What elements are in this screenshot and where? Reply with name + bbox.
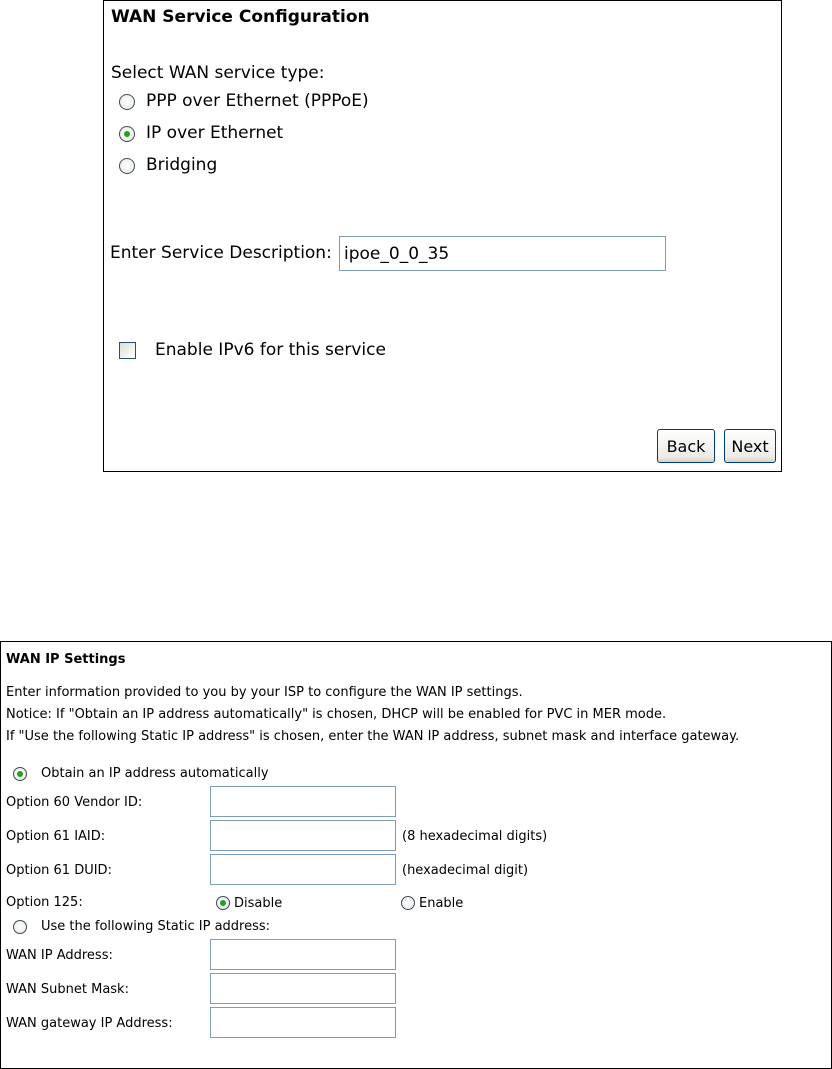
option125-label: Option 125:	[6, 895, 83, 910]
radio-bridging[interactable]	[119, 158, 135, 174]
radio-ipoe-label[interactable]: IP over Ethernet	[146, 123, 284, 143]
wan-gateway-input[interactable]	[210, 1007, 396, 1038]
wan-ip-settings-panel	[0, 641, 832, 1069]
enable-ipv6-checkbox[interactable]	[119, 342, 136, 359]
option61-duid-input[interactable]	[210, 854, 396, 885]
radio-static-ip-label[interactable]: Use the following Static IP address:	[41, 919, 271, 934]
radio-option125-disable-label[interactable]: Disable	[234, 896, 283, 911]
radio-obtain-auto[interactable]	[13, 767, 27, 781]
radio-option125-enable-label[interactable]: Enable	[419, 896, 464, 911]
service-description-input[interactable]	[339, 236, 666, 271]
select-service-type-label: Select WAN service type:	[111, 63, 325, 83]
next-button[interactable]: Next	[724, 429, 776, 463]
back-button[interactable]: Back	[657, 429, 715, 463]
wan-subnet-mask-label: WAN Subnet Mask:	[6, 982, 129, 997]
radio-option125-enable[interactable]	[401, 896, 415, 910]
radio-obtain-auto-label[interactable]: Obtain an IP address automatically	[41, 766, 269, 781]
wan-service-panel	[103, 0, 782, 472]
option61-iaid-label: Option 61 IAID:	[6, 829, 106, 844]
wan-ip-address-input[interactable]	[210, 939, 396, 970]
info-line-2: Notice: If "Obtain an IP address automatically" is chosen, DHCP will be enabled for PVC in MER mode.	[6, 707, 667, 722]
option60-label: Option 60 Vendor ID:	[6, 795, 143, 810]
info-line-1: Enter information provided to you by your ISP to configure the WAN IP settings.	[6, 685, 523, 700]
radio-pppoe[interactable]	[119, 94, 135, 110]
wan-service-title: WAN Service Configuration	[111, 7, 370, 27]
info-line-3: If "Use the following Static IP address" is chosen, enter the WAN IP address, subnet mask and interface gateway.	[6, 729, 740, 744]
option60-input[interactable]	[210, 786, 396, 817]
radio-bridging-label[interactable]: Bridging	[146, 155, 218, 175]
radio-pppoe-label[interactable]: PPP over Ethernet (PPPoE)	[146, 91, 369, 111]
option61-iaid-hint: (8 hexadecimal digits)	[402, 829, 548, 844]
wan-gateway-label: WAN gateway IP Address:	[6, 1016, 173, 1031]
enable-ipv6-label[interactable]: Enable IPv6 for this service	[155, 340, 386, 360]
service-description-label: Enter Service Description:	[110, 243, 332, 263]
option61-duid-hint: (hexadecimal digit)	[402, 863, 529, 878]
option61-duid-label: Option 61 DUID:	[6, 863, 112, 878]
wan-subnet-mask-input[interactable]	[210, 973, 396, 1004]
radio-option125-disable[interactable]	[216, 896, 230, 910]
wan-ip-settings-title: WAN IP Settings	[6, 652, 126, 667]
wan-ip-address-label: WAN IP Address:	[6, 948, 113, 963]
radio-static-ip[interactable]	[13, 920, 27, 934]
option61-iaid-input[interactable]	[210, 820, 396, 851]
radio-ipoe[interactable]	[119, 126, 135, 142]
